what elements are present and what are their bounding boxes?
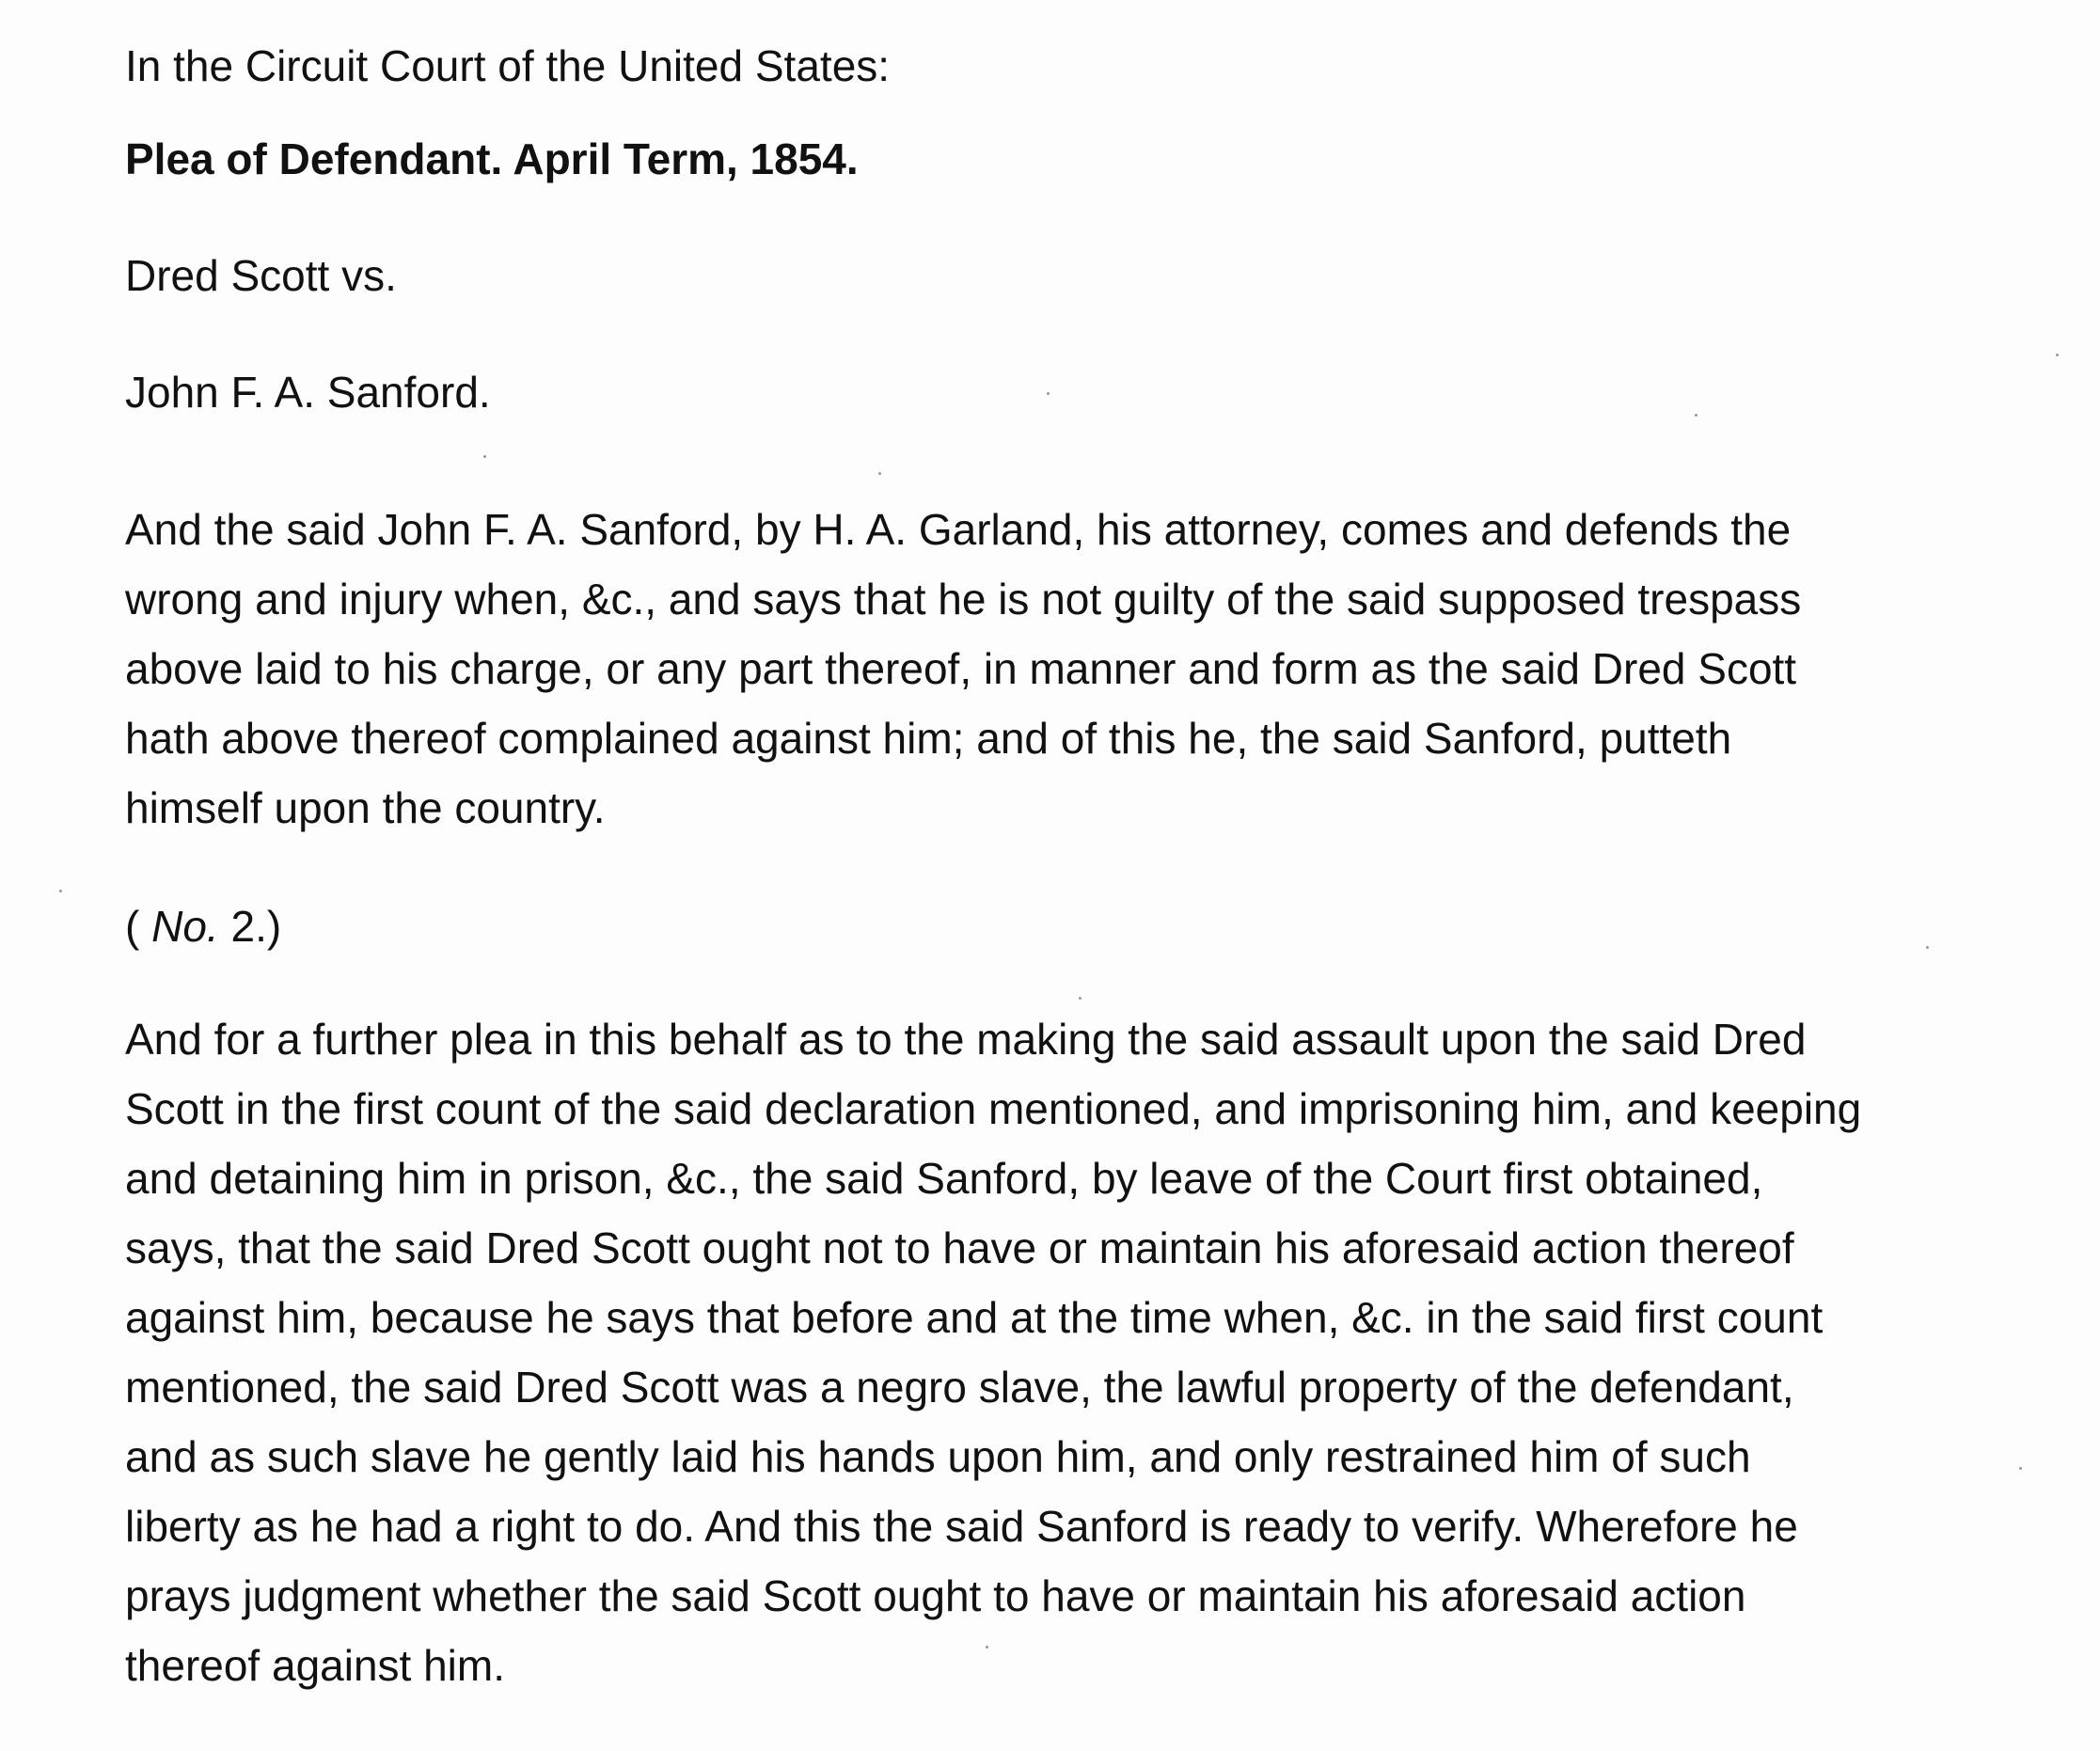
scan-speck xyxy=(878,472,881,475)
court-heading: In the Circuit Court of the United States: xyxy=(125,41,891,90)
paragraph-line: against him, because he says that before and at the time when, &c. in the said first count xyxy=(125,1293,1824,1342)
paragraph-line: hath above thereof complained against him; and of this he, the said Sanford, putteth xyxy=(125,714,1732,763)
plea-number-value: 2.) xyxy=(218,902,282,951)
scan-speck xyxy=(59,890,62,892)
paragraph-line: And for a further plea in this behalf as to the making the said assault upon the said Dred xyxy=(125,1015,1807,1064)
scan-speck xyxy=(1047,392,1050,395)
plaintiff-name: Dred Scott vs. xyxy=(125,251,397,300)
paragraph-line: above laid to his charge, or any part thereof, in manner and form as the said Dred Scott xyxy=(125,644,1797,693)
scan-speck xyxy=(2056,354,2059,356)
plea-heading: Plea of Defendant. April Term, 1854. xyxy=(125,134,859,183)
paragraph-line: Scott in the first count of the said declaration mentioned, and imprisoning him, and keeping xyxy=(125,1084,1862,1133)
paragraph-line: wrong and injury when, &c., and says that he is not guilty of the said supposed trespass xyxy=(125,575,1802,623)
paragraph-line: himself upon the country. xyxy=(125,783,606,832)
plea-number-label: No. xyxy=(151,902,219,951)
scan-speck xyxy=(986,1646,988,1648)
second-plea-paragraph xyxy=(125,1004,1861,1700)
paragraph-line: And the said John F. A. Sanford, by H. A. Garland, his attorney, comes and defends the xyxy=(125,505,1792,554)
paragraph-line: liberty as he had a right to do. And this the said Sanford is ready to verify. Wherefore he xyxy=(125,1502,1798,1551)
first-plea-paragraph xyxy=(125,495,1801,843)
paragraph-line: mentioned, the said Dred Scott was a negro slave, the lawful property of the defendant, xyxy=(125,1363,1794,1412)
paragraph-line: and detaining him in prison, &c., the said Sanford, by leave of the Court first obtained, xyxy=(125,1154,1763,1203)
plea-number xyxy=(125,902,282,951)
paragraph-line: thereof against him. xyxy=(125,1641,506,1690)
paragraph-line: and as such slave he gently laid his hands upon him, and only restrained him of such xyxy=(125,1432,1751,1481)
paragraph-line: says, that the said Dred Scott ought not to have or maintain his aforesaid action thereof xyxy=(125,1223,1794,1272)
scan-speck xyxy=(1079,997,1082,1000)
paragraph-line: prays judgment whether the said Scott ought to have or maintain his aforesaid action xyxy=(125,1571,1746,1620)
scan-speck xyxy=(1695,414,1697,417)
plea-number-open: ( xyxy=(125,902,152,951)
defendant-name: John F. A. Sanford. xyxy=(125,368,491,417)
scan-speck xyxy=(483,455,486,458)
scan-speck xyxy=(1926,946,1929,949)
scan-speck xyxy=(2019,1467,2022,1470)
